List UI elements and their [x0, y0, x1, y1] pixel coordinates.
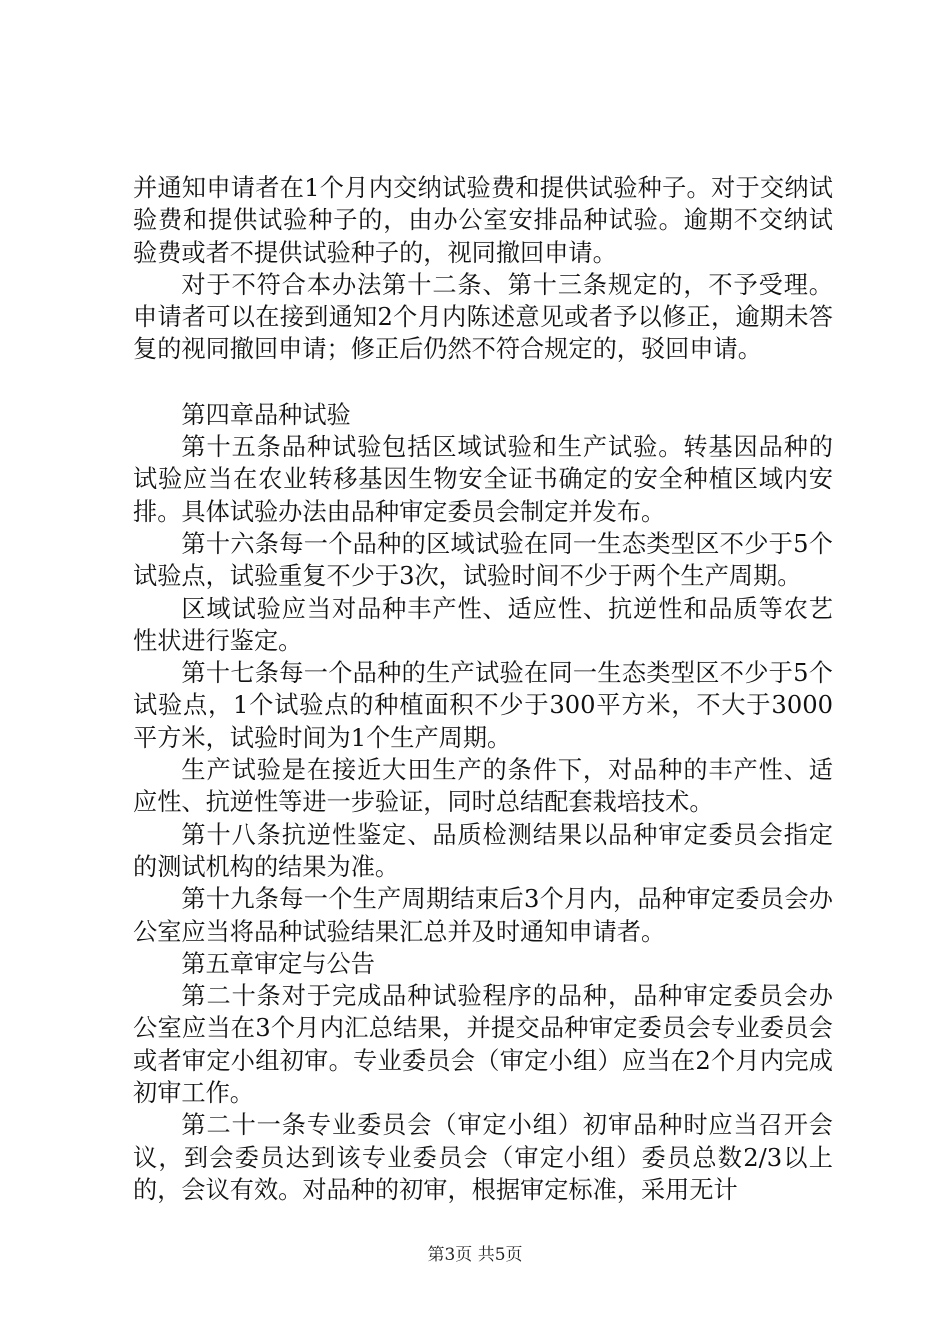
document-body	[133, 172, 833, 1206]
page-footer: 第3页 共5页	[427, 1245, 523, 1265]
regional-trial-paragraph: 区域试验应当对品种丰产性、适应性、抗逆性和品质等农艺性状进行鉴定。	[133, 594, 833, 655]
production-trial-paragraph: 生产试验是在接近大田生产的条件下，对品种的丰产性、适应性、抗逆性等进一步验证，同时总结配套栽培技术。	[133, 756, 833, 817]
article-18: 第十八条抗逆性鉴定、品质检测结果以品种审定委员会指定的测试机构的结果为准。	[133, 820, 833, 881]
article-16: 第十六条每一个品种的区域试验在同一生态类型区不少于5个试验点，试验重复不少于3次，试验时间不少于两个生产周期。	[133, 529, 833, 591]
article-20: 第二十条对于完成品种试验程序的品种，品种审定委员会办公室应当在3个月内汇总结果，并提交品种审定委员会专业委员会或者审定小组初审。专业委员会（审定小组）应当在2个月内完成初审工作。	[133, 982, 833, 1108]
article-19: 第十九条每一个生产周期结束后3个月内，品种审定委员会办公室应当将品种试验结果汇总并及时通知申请者。	[133, 885, 833, 946]
paragraph-2: 对于不符合本办法第十二条、第十三条规定的，不予受理。申请者可以在接到通知2个月内陈述意见或者予以修正，逾期未答复的视同撤回申请；修正后仍然不符合规定的，驳回申请。	[133, 270, 833, 364]
paragraph-1: 并通知申请者在1个月内交纳试验费和提供试验种子。对于交纳试验费和提供试验种子的，由办公室安排品种试验。逾期不交纳试验费或者不提供试验种子的，视同撤回申请。	[133, 174, 833, 267]
chapter-4-heading: 第四章品种试验	[181, 400, 351, 429]
article-17: 第十七条每一个品种的生产试验在同一生态类型区不少于5个试验点，1个试验点的种植面积不少于300平方米，不大于3000平方米，试验时间为1个生产周期。	[133, 659, 833, 752]
article-15: 第十五条品种试验包括区域试验和生产试验。转基因品种的试验应当在农业转移基因生物安全证书确定的安全种植区域内安排。具体试验办法由品种审定委员会制定并发布。	[133, 433, 833, 526]
article-21: 第二十一条专业委员会（审定小组）初审品种时应当召开会议，到会委员达到该专业委员会（审定小组）委员总数2/3以上的，会议有效。对品种的初审，根据审定标准，采用无计	[133, 1111, 833, 1204]
chapter-5-heading: 第五章审定与公告	[181, 949, 375, 978]
